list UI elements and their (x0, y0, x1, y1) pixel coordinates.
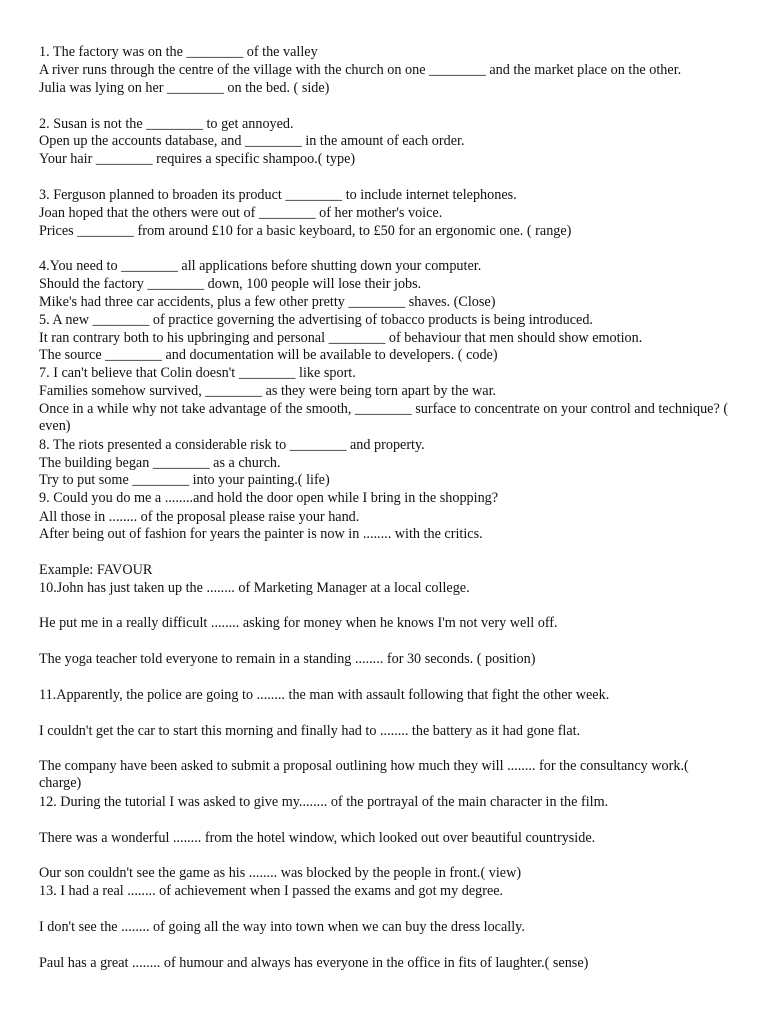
exercise-line: 10.John has just taken up the ........ of Marketing Manager at a local college. (39, 580, 470, 596)
exercise-line: Open up the accounts database, and ________ in the amount of each order. (39, 133, 465, 149)
exercise-line: 3. Ferguson planned to broaden its product ________ to include internet telephones. (39, 187, 517, 203)
example-label: Example: FAVOUR (39, 562, 153, 578)
exercise-line: Once in a while why not take advantage of the smooth, ________ surface to concentrate on your control and technique? ( even) (39, 401, 729, 434)
exercise-line: Prices ________ from around £10 for a basic keyboard, to £50 for an ergonomic one. ( range) (39, 223, 572, 239)
exercise-line: I couldn't get the car to start this morning and finally had to ........ the battery as it had gone flat. (39, 723, 581, 739)
exercise-line: I don't see the ........ of going all the way into town when we can buy the dress locally. (39, 919, 525, 935)
exercise-line: Your hair ________ requires a specific shampoo.( type) (39, 151, 356, 167)
exercise-line: Julia was lying on her ________ on the bed. ( side) (39, 80, 330, 96)
exercise-line: 9. Could you do me a ........and hold the door open while I bring in the shopping? (39, 490, 499, 506)
exercise-line: The building began ________ as a church. (39, 455, 281, 471)
exercise-line: 1. The factory was on the ________ of the valley (39, 44, 318, 60)
exercise-line: Mike's had three car accidents, plus a few other pretty ________ shaves. (Close) (39, 294, 496, 310)
exercise-line: 5. A new ________ of practice governing the advertising of tobacco products is being introduced. (39, 312, 593, 328)
exercise-line: Joan hoped that the others were out of ________ of her mother's voice. (39, 205, 443, 221)
exercise-line: It ran contrary both to his upbringing and personal ________ of behaviour that men should show emotion. (39, 330, 643, 346)
exercise-line: Paul has a great ........ of humour and always has everyone in the office in fits of laughter.( sense) (39, 955, 589, 971)
exercise-line: 2. Susan is not the ________ to get annoyed. (39, 116, 294, 132)
exercise-line: The yoga teacher told everyone to remain in a standing ........ for 30 seconds. ( position) (39, 651, 536, 667)
exercise-line: All those in ........ of the proposal please raise your hand. (39, 509, 360, 525)
exercise-line: He put me in a really difficult ........ asking for money when he knows I'm not very well off. (39, 615, 558, 631)
exercise-line: Try to put some ________ into your painting.( life) (39, 472, 330, 488)
exercise-line: Should the factory ________ down, 100 people will lose their jobs. (39, 276, 422, 292)
exercise-line: 7. I can't believe that Colin doesn't ________ like sport. (39, 365, 356, 381)
exercise-line: 11.Apparently, the police are going to ........ the man with assault following that fight the other week. (39, 687, 610, 703)
exercise-line: The source ________ and documentation will be available to developers. ( code) (39, 347, 498, 363)
exercise-line: 8. The riots presented a considerable risk to ________ and property. (39, 437, 425, 453)
exercise-line: The company have been asked to submit a proposal outlining how much they will ........ for the consultancy work.( charge) (39, 758, 689, 791)
exercise-line: Families somehow survived, ________ as they were being torn apart by the war. (39, 383, 497, 399)
exercise-line: 13. I had a real ........ of achievement when I passed the exams and got my degree. (39, 883, 504, 899)
exercise-line: There was a wonderful ........ from the hotel window, which looked out over beautiful countryside. (39, 830, 596, 846)
exercise-line: 12. During the tutorial I was asked to give my........ of the portrayal of the main character in the film. (39, 794, 609, 810)
exercise-line: Our son couldn't see the game as his ........ was blocked by the people in front.( view) (39, 865, 522, 881)
exercise-line: A river runs through the centre of the village with the church on one ________ and the market place on the other. (39, 62, 682, 78)
exercise-line: After being out of fashion for years the painter is now in ........ with the critics. (39, 526, 483, 542)
exercise-line: 4.You need to ________ all applications before shutting down your computer. (39, 258, 482, 274)
